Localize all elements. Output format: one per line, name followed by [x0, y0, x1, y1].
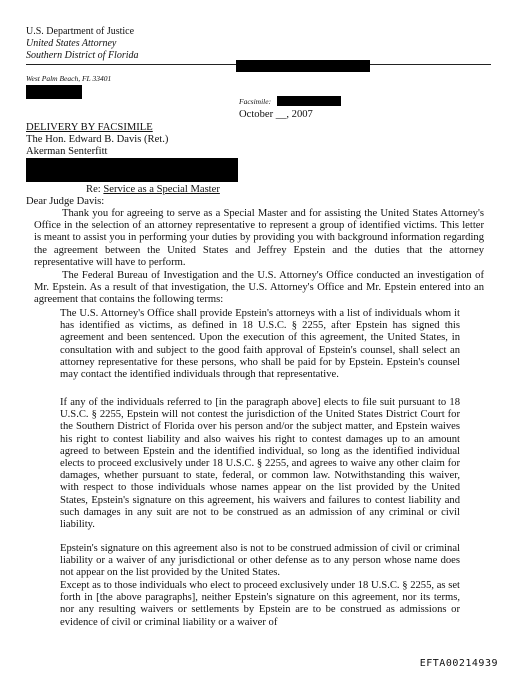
redaction-box	[26, 85, 82, 99]
quoted-term-exception: Except as to those individuals who elect to proceed exclusively under 18 U.S.C. § 2255, as set forth in [the above paragraphs], neither Epstein's signature on this agreement, nor its terms, nor any resulting waivers or settlements by Epstein are to be construed as admissions or evidence of civil or criminal liability or a waiver of	[60, 580, 460, 628]
salutation: Dear Judge Davis:	[26, 196, 105, 207]
district-name: Southern District of Florida	[26, 50, 139, 61]
addressee-firm: Akerman Senterfitt	[26, 146, 108, 157]
city-line: West Palm Beach, FL 33401	[26, 74, 112, 83]
quoted-term-nonadmission: Epstein's signature on this agreement also is not to be construed admission of civil or criminal liability or a waiver of any jurisdictional or other defense as to any person whose name does not appear on the list provided by the United States.	[60, 543, 460, 579]
bates-number: EFTA00214939	[419, 658, 498, 669]
quoted-term-list: The U.S. Attorney's Office shall provide Epstein's attorneys with a list of individuals whom it has identified as victims, as defined in 18 U.S.C. § 2255, after Epstein has signed this agreement and been sentenced. Upon the execution of this agreement, the United States, in consultation with and subject to the good faith approval of Epstein's counsel, shall select an attorney representative for these persons, who shall be paid for by Epstein. Epstein's counsel may contact the identified individuals through that representative.	[60, 308, 460, 381]
office-name: United States Attorney	[26, 38, 117, 49]
addressee-name: The Hon. Edward B. Davis (Ret.)	[26, 134, 169, 145]
facsimile-label: Facsimile:	[239, 97, 272, 106]
redaction-box	[277, 96, 341, 106]
re-line	[86, 184, 220, 196]
redaction-box	[26, 158, 238, 182]
re-subject: Service as a Special Master	[103, 184, 220, 195]
re-label: Re:	[86, 184, 101, 195]
quoted-term-lawsuit: If any of the individuals referred to [in the paragraph above] elects to file suit pursuant to 18 U.S.C. § 2255, Epstein will not contest the jurisdiction of the United States District Court for the Southern District of Florida over his person and/or the subject matter, and Epstein waives his right to contest liability and also waives his right to contest damages up to an amount agreed to between Epstein and the identified individual, so long as the identified individual elects to proceed exclusively under 18 U.S.C. § 2255, and agrees to waive any other claim for damages, whether pursuant to state, federal, or common law. Notwithstanding this waiver, with respect to those individuals whose names appear on the list provided by the United States, Epstein's signature on this agreement, his waivers and failures to contest liability and such damages in any suit are not to be construed as an admission of any criminal or civil liability.	[60, 397, 460, 531]
paragraph-intro: Thank you for agreeing to serve as a Special Master and for assisting the United States Attorney's Office in the selection of an attorney representative to represent a group of identified victims. This letter is meant to assist you in performing your duties by providing you with background information regarding the agreement between the United States and Jeffrey Epstein and the duties that the attorney representative will have to perform.	[34, 208, 484, 268]
letter-date: October __, 2007	[239, 109, 313, 120]
delivery-method: DELIVERY BY FACSIMILE	[26, 122, 153, 133]
redaction-box	[236, 60, 370, 72]
paragraph-investigation: The Federal Bureau of Investigation and the U.S. Attorney's Office conducted an investigation of Mr. Epstein. As a result of that investigation, the U.S. Attorney's Office and Mr. Epstein entered into an agreement that contains the following terms:	[34, 270, 484, 306]
dept-name: U.S. Department of Justice	[26, 26, 135, 37]
